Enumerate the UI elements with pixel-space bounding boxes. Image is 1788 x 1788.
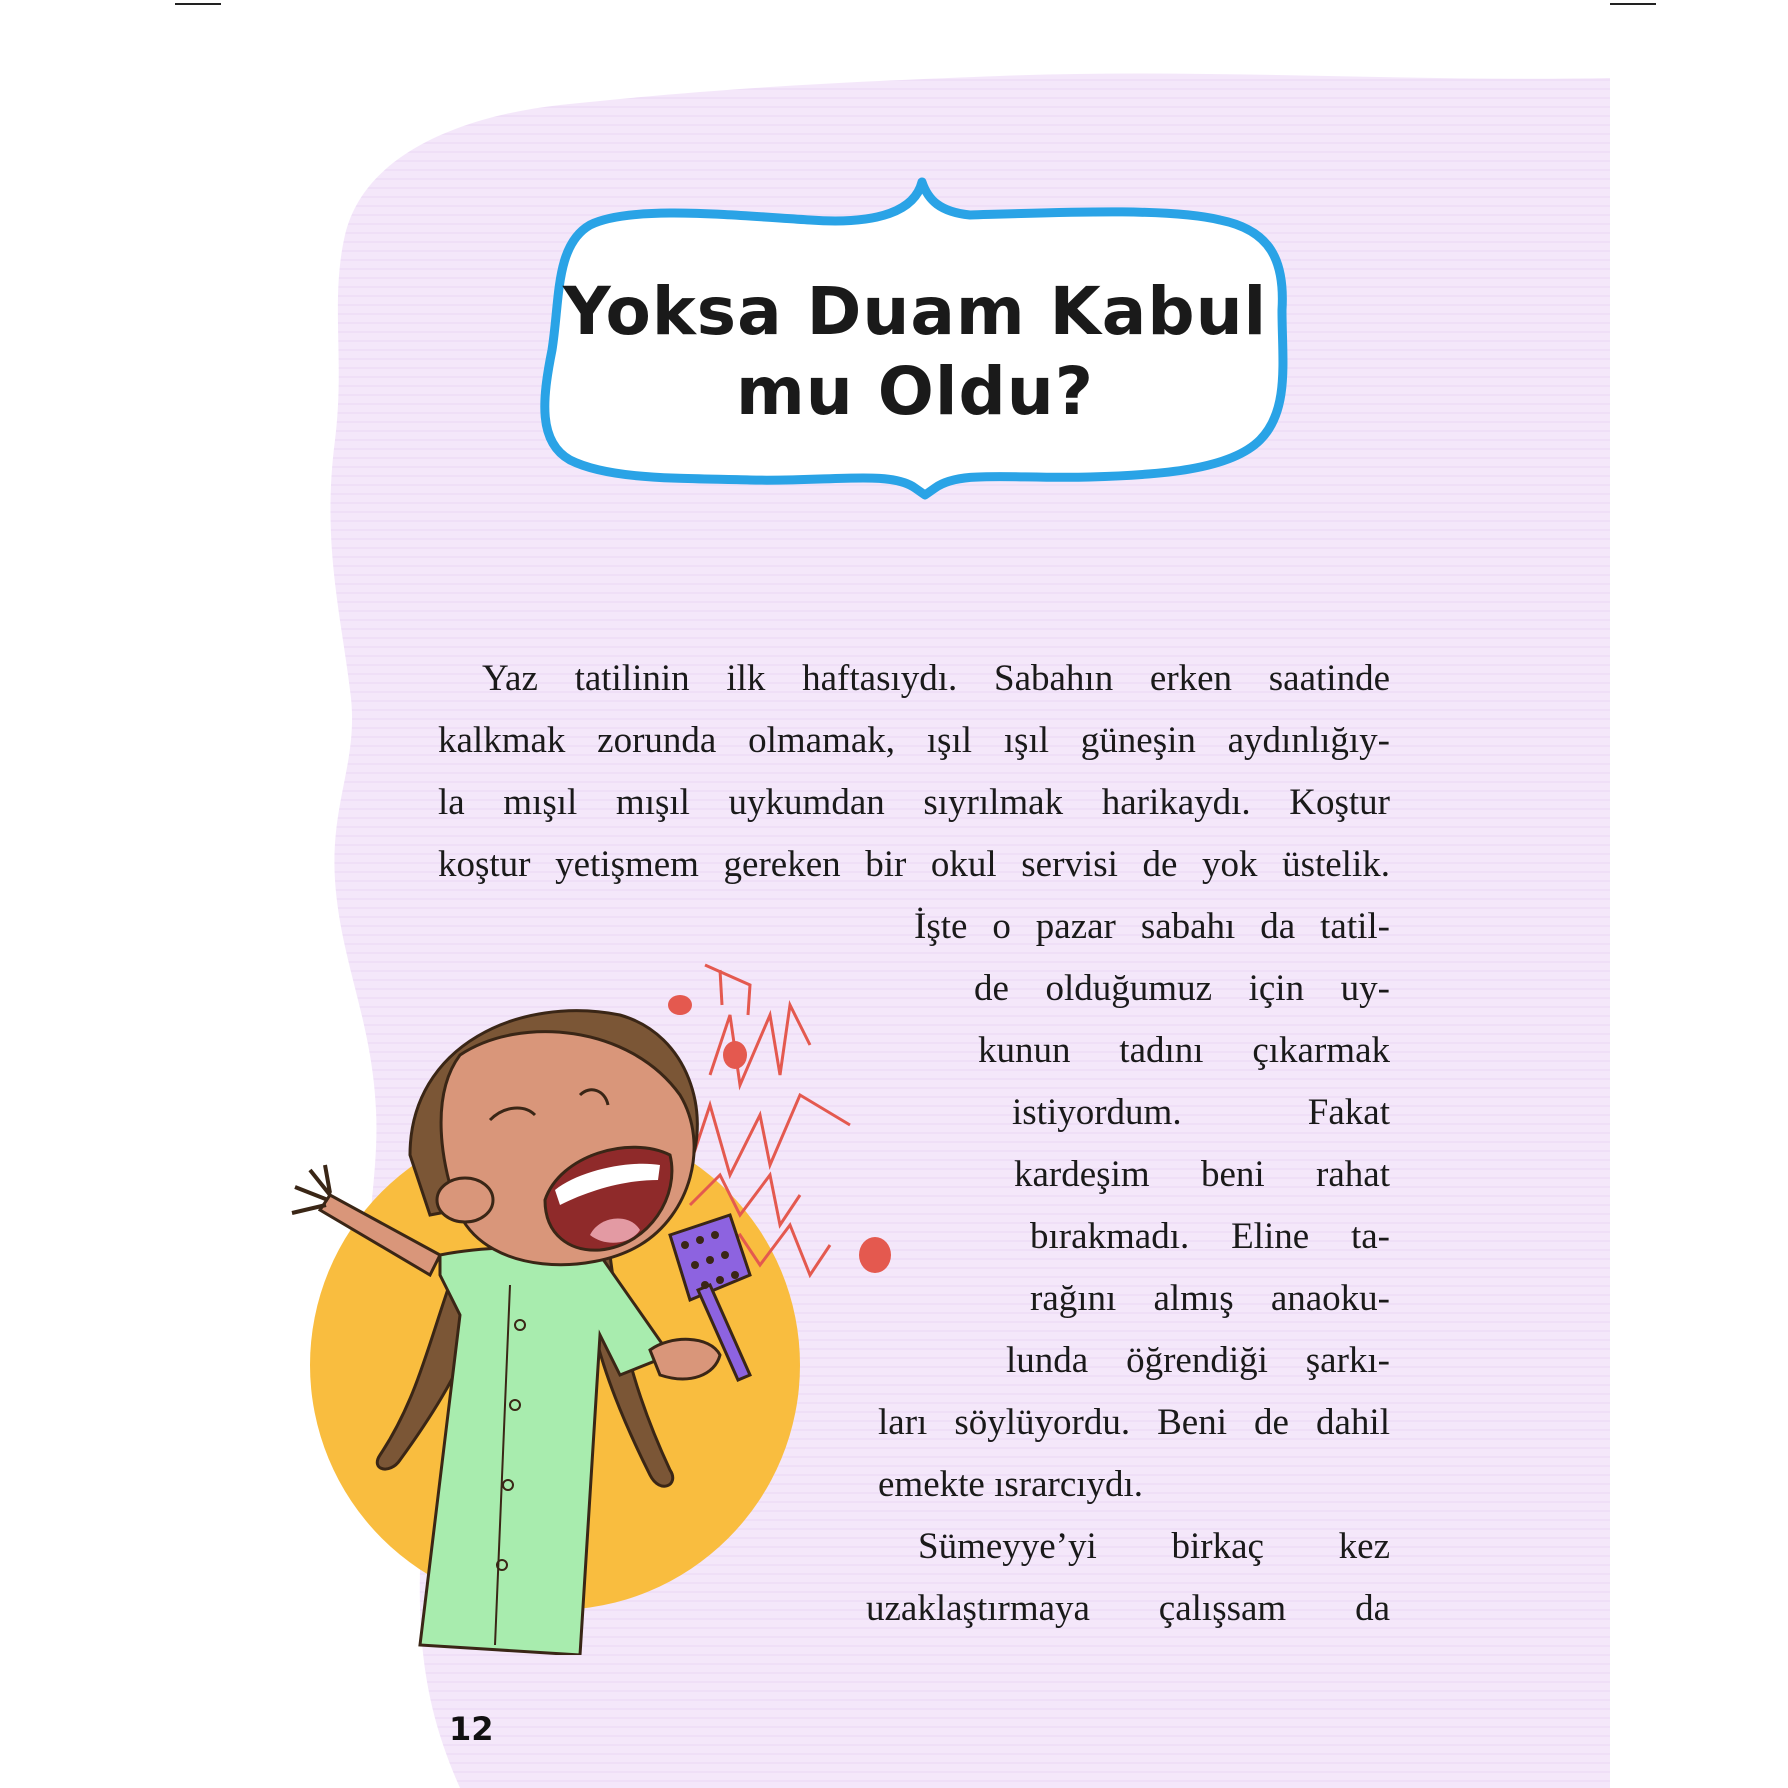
body-line-16: uzaklaştırmaya çalışsam da [866,1588,1390,1629]
chapter-title-line-2: mu Oldu? [736,353,1094,430]
body-line-13: ları söylüyordu. Beni de dahil [878,1402,1390,1443]
body-line-7: kunun tadını çıkarmak [978,1030,1390,1071]
chapter-title [560,272,1270,432]
body-line-3: la mışıl mışıl uykumdan sıyrılmak harikaydı. Koştur [438,782,1390,823]
body-line-5: İşte o pazar sabahı da tatil- [914,906,1390,947]
body-line-2: kalkmak zorunda olmamak, ışıl ışıl güneşin aydınlığıy- [438,720,1390,761]
body-line-8: istiyordum. Fakat [1012,1092,1390,1133]
chapter-title-line-1: Yoksa Duam Kabul [562,273,1268,350]
page-number: 12 [449,1710,494,1748]
body-line-4: koştur yetişmem gereken bir okul servisi de yok üstelik. [438,844,1390,885]
girl-singing-illustration [290,955,1010,1655]
body-line-12: lunda öğrendiği şarkı- [1006,1340,1390,1381]
body-line-6: de olduğumuz için uy- [974,968,1390,1009]
body-line-15: Sümeyye’yi birkaç kez [918,1526,1390,1567]
body-line-1: Yaz tatilinin ilk haftasıydı. Sabahın erken saatinde [482,658,1390,699]
body-line-14: emekte ısrarcıydı. [878,1464,1144,1505]
body-line-11: rağını almış anaoku- [1030,1278,1390,1319]
body-line-10: bırakmadı. Eline ta- [1030,1216,1390,1257]
body-line-9: kardeşim beni rahat [1014,1154,1390,1195]
